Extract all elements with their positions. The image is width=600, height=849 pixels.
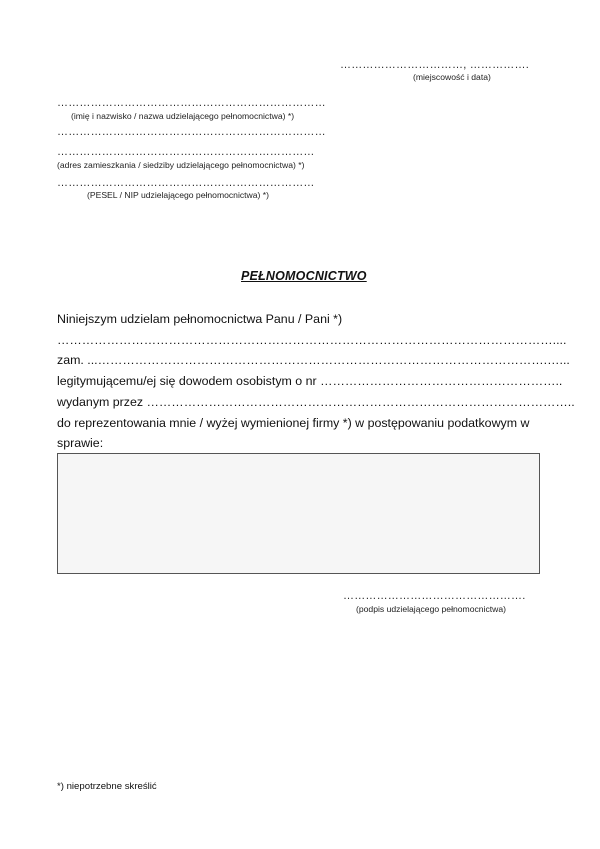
body-line-6: do reprezentowania mnie / wyżej wymienionej firmy *) w postępowaniu podatkowym w: [57, 416, 530, 430]
place-date-dots: ……………………………, …………….: [340, 59, 529, 71]
case-description-box[interactable]: [57, 453, 540, 574]
place-date-caption: (miejscowość i data): [413, 72, 491, 82]
footnote: *) niepotrzebne skreślić: [57, 781, 157, 792]
body-line-2: …………………………………………………………………………………………………………....: [57, 333, 567, 347]
grantor-name-dots-2: ………………………………………………………………: [57, 126, 326, 138]
document-title: PEŁNOMOCNICTWO: [241, 269, 367, 283]
grantor-name-dots: ………………………………………………………………: [57, 97, 326, 109]
body-line-3: zam. ...……………………………………………………………………………………………….…...: [57, 353, 570, 367]
grantor-address-caption: (adres zamieszkania / siedziby udzielającego pełnomocnictwa) *): [57, 160, 305, 170]
grantor-name-caption: (imię i nazwisko / nazwa udzielającego pełnomocnictwa) *): [71, 111, 295, 121]
grantor-address-dots: ……………………………………………………………: [57, 146, 315, 158]
body-line-5: wydanym przez …………………………………………………………………………………………..: [57, 395, 575, 409]
grantor-pesel-caption: (PESEL / NIP udzielającego pełnomocnictwa) *): [87, 190, 269, 200]
signature-caption: (podpis udzielającego pełnomocnictwa): [356, 604, 507, 614]
body-line-7: sprawie:: [57, 436, 104, 450]
grantor-pesel-dots: ……………………………………………………………: [57, 177, 315, 189]
body-line-1: Niniejszym udzielam pełnomocnictwa Panu / Pani *): [57, 312, 343, 326]
signature-dots: ………………………………………….: [343, 590, 526, 602]
body-line-4: legitymującemu/ej się dowodem osobistym o nr …………………………………………………..: [57, 374, 563, 388]
